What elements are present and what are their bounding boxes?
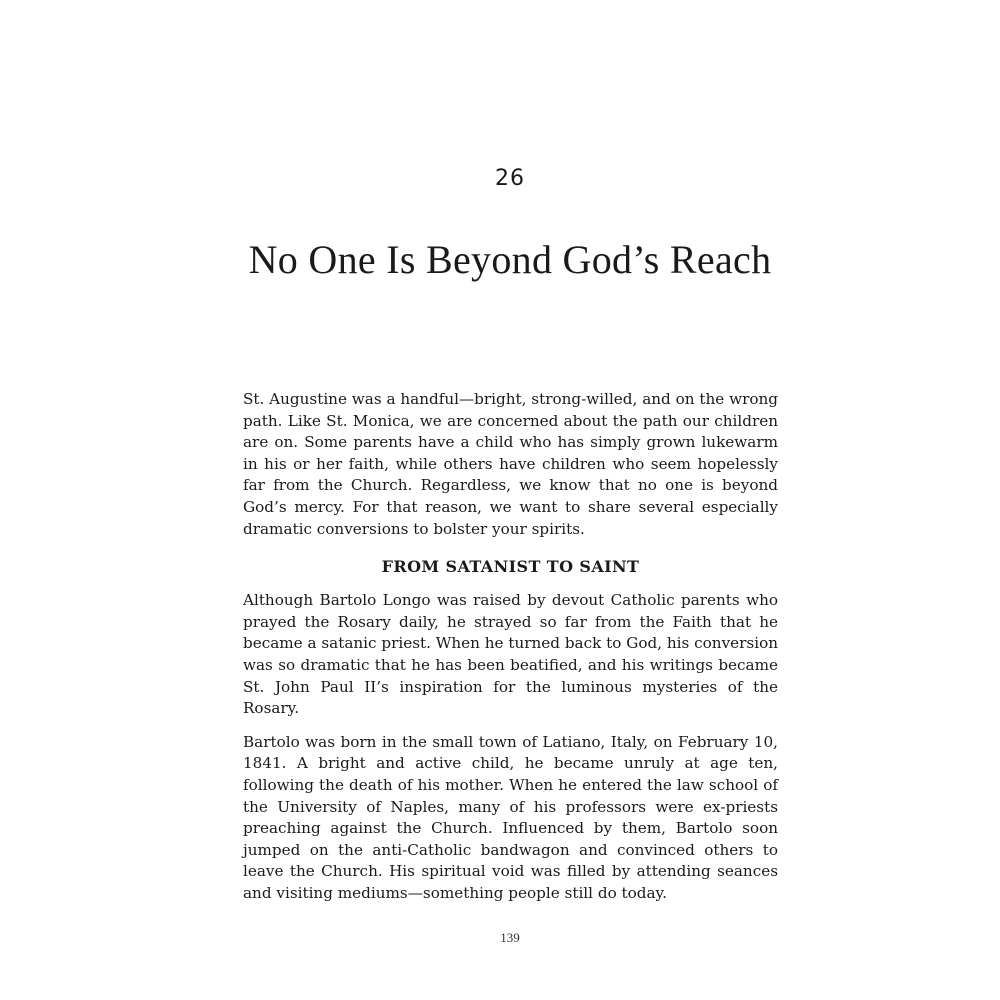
chapter-number: 26 — [495, 166, 525, 191]
page-number: 139 — [500, 930, 520, 945]
section-paragraph-1: Although Bartolo Longo was raised by devout Catholic parents who prayed the Rosary daily, he strayed so far from the Faith that he became a satanic priest. When he turned back to God, his conversion was so dramatic that he has been beatified, and his writings became St. John Paul II’s inspiration for the luminous mysteries of the Rosary. — [243, 591, 778, 718]
chapter-title: No One Is Beyond God’s Reach — [248, 237, 772, 282]
intro-paragraph: St. Augustine was a handful—bright, strong-willed, and on the wrong path. Like St. Monica, we are concerned about the path our children are on. Some parents have a child who has simply grown lukewarm in his or her faith, while others have children who seem hopelessly far from the Church. Regardless, we know that no one is beyond God’s mercy. For that reason, we want to share several especially dramatic conversions to bolster your spirits. — [243, 390, 778, 538]
section-paragraph-2: Bartolo was born in the small town of Latiano, Italy, on February 10, 1841. A bright and active child, he became unruly at age ten, following the death of his mother. When he entered the law school of the University of Naples, many of his professors were ex-priests preaching against the Church. Influenced by them, Bartolo soon jumped on the anti-Catholic bandwagon and convinced others to leave the Church. His spiritual void was filled by attending seances and visiting mediums—something people still do today. — [243, 732, 778, 902]
section-heading: FROM SATANIST TO SAINT — [381, 557, 640, 577]
body-text — [243, 389, 778, 904]
